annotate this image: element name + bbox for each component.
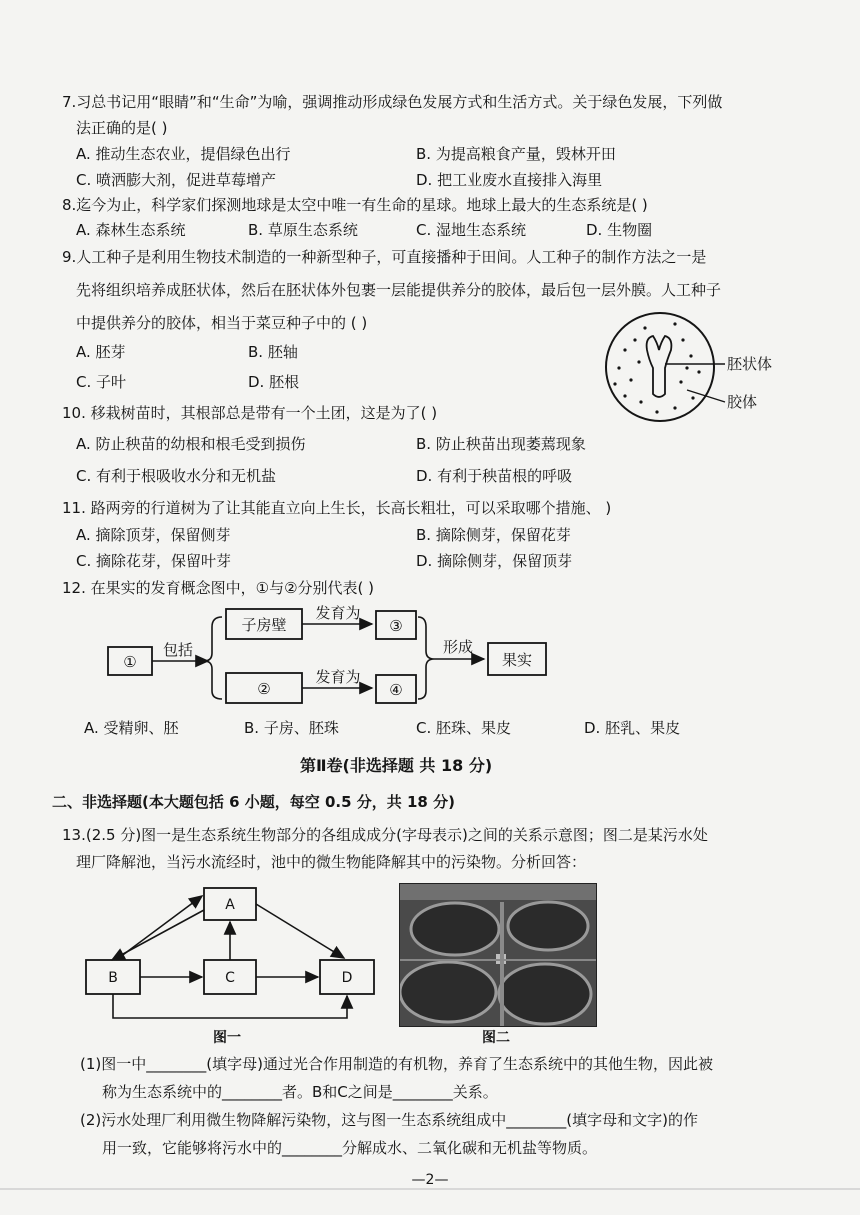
q12-box-1: ①: [123, 653, 137, 671]
q9-stem-line2: 先将组织培养成胚状体，然后在胚状体外包裹一层能提供养分的胶体，最后包一层外膜。人工种子: [76, 281, 722, 299]
q10-option-c: C. 有利于根吸收水分和无机盐: [76, 467, 277, 485]
q12-option-c: C. 胚珠、果皮: [416, 719, 512, 737]
q9-option-a: A. 胚芽: [76, 343, 126, 361]
q12-include-label: 包括: [162, 641, 194, 659]
q7-stem-line1: 7.习总书记用“眼睛”和“生命”为喻，强调推动形成绿色发展方式和生活方式。关于绿色发展，下列做: [62, 93, 723, 111]
q12-stem: 12. 在果实的发育概念图中，①与②分别代表( ): [62, 579, 374, 597]
q9-label-embryoid: 胚状体: [727, 355, 773, 373]
q12-option-a: A. 受精卵、胚: [84, 719, 179, 737]
q8-stem: 8.迄今为止，科学家们探测地球是太空中唯一有生命的星球。地球上最大的生态系统是( ): [62, 196, 648, 214]
artificial-seed-diagram: [595, 310, 795, 430]
q9-option-c: C. 子叶: [76, 373, 127, 391]
q10-stem: 10. 移栽树苗时，其根部总是带有一个土团，这是为了( ): [62, 404, 438, 422]
q12-option-b: B. 子房、胚珠: [244, 719, 339, 737]
node-d: D: [341, 970, 353, 986]
q12-develop-label-1: 发育为: [315, 605, 361, 622]
q9-label-colloid: 胶体: [727, 393, 758, 411]
q9-option-d: D. 胚根: [248, 373, 300, 391]
q8-option-c: C. 湿地生态系统: [416, 221, 527, 239]
q12-box-2: ②: [257, 680, 271, 698]
q11-option-d: D. 摘除侧芽，保留顶芽: [416, 552, 573, 570]
q11-option-a: A. 摘除顶芽，保留侧芽: [76, 526, 231, 544]
figure2-caption: 图二: [482, 1030, 510, 1046]
node-c: C: [225, 970, 235, 986]
q11-option-c: C. 摘除花芽，保留叶芽: [76, 552, 232, 570]
q12-ovary-wall-box: 子房壁: [241, 616, 287, 634]
q11-stem: 11. 路两旁的行道树为了让其能直立向上生长，长高长粗壮，可以采取哪个措施、 ): [62, 499, 612, 517]
section2-heading: 二、非选择题(本大题包括 6 小题，每空 0.5 分，共 18 分): [52, 793, 455, 811]
q13-sub2-line1: (2)污水处理厂利用微生物降解污染物，这与图一生态系统组成中________(填字母和文字)的作: [80, 1111, 698, 1129]
q9-option-b: B. 胚轴: [248, 343, 298, 361]
sewage-treatment-photo: [399, 883, 597, 1027]
q8-option-b: B. 草原生态系统: [248, 221, 358, 239]
q12-form-label: 形成: [442, 638, 474, 656]
q8-option-a: A. 森林生态系统: [76, 221, 186, 239]
figure1-caption: 图一: [213, 1030, 241, 1046]
node-a: A: [225, 897, 235, 913]
q10-option-a: A. 防止秧苗的幼根和根毛受到损伤: [76, 435, 306, 453]
page-number: —2—: [411, 1172, 449, 1188]
part2-title: 第Ⅱ卷(非选择题 共 18 分): [300, 756, 493, 775]
q7-option-a: A. 推动生态农业，提倡绿色出行: [76, 145, 291, 163]
q13-sub1-line2: 称为生态系统中的________者。B和C之间是________关系。: [102, 1083, 498, 1101]
q12-fruit-box: 果实: [501, 651, 533, 669]
node-b: B: [108, 970, 118, 986]
q8-option-d: D. 生物圈: [586, 221, 653, 239]
q7-stem-line2: 法正确的是( ): [76, 119, 168, 137]
ecosystem-relationship-diagram: [80, 884, 380, 1024]
q10-option-b: B. 防止秧苗出现萎蔫现象: [416, 435, 586, 453]
q7-option-c: C. 喷洒膨大剂，促进草莓增产: [76, 171, 277, 189]
q9-stem-line1: 9.人工种子是利用生物技术制造的一种新型种子，可直接播种于田间。人工种子的制作方法之一是: [62, 248, 707, 266]
q9-stem-line3: 中提供养分的胶体，相当于菜豆种子中的 ( ): [76, 314, 368, 332]
q13-stem-line2: 理厂降解池，当污水流经时，池中的微生物能降解其中的污染物。分析回答：: [76, 853, 587, 871]
q12-box-3: ③: [389, 617, 403, 635]
fruit-development-concept-map: [100, 605, 560, 705]
q10-option-d: D. 有利于秧苗根的呼吸: [416, 467, 573, 485]
q7-option-d: D. 把工业废水直接排入海里: [416, 171, 603, 189]
q12-option-d: D. 胚乳、果皮: [584, 719, 681, 737]
page-bottom-edge: [0, 1188, 860, 1190]
q12-develop-label-2: 发育为: [315, 668, 361, 686]
q13-stem-line1: 13.(2.5 分)图一是生态系统生物部分的各组成成分(字母表示)之间的关系示意图；图二是某污水处: [62, 826, 708, 844]
q7-option-b: B. 为提高粮食产量，毁林开田: [416, 145, 616, 163]
q12-box-4: ④: [389, 681, 403, 699]
q13-sub1-line1: (1)图一中________(填字母)通过光合作用制造的有机物，养育了生态系统中的其他生物，因此被: [80, 1055, 713, 1073]
q11-option-b: B. 摘除侧芽，保留花芽: [416, 526, 571, 544]
q13-sub2-line2: 用一致，它能够将污水中的________分解成水、二氧化碳和无机盐等物质。: [102, 1139, 598, 1157]
